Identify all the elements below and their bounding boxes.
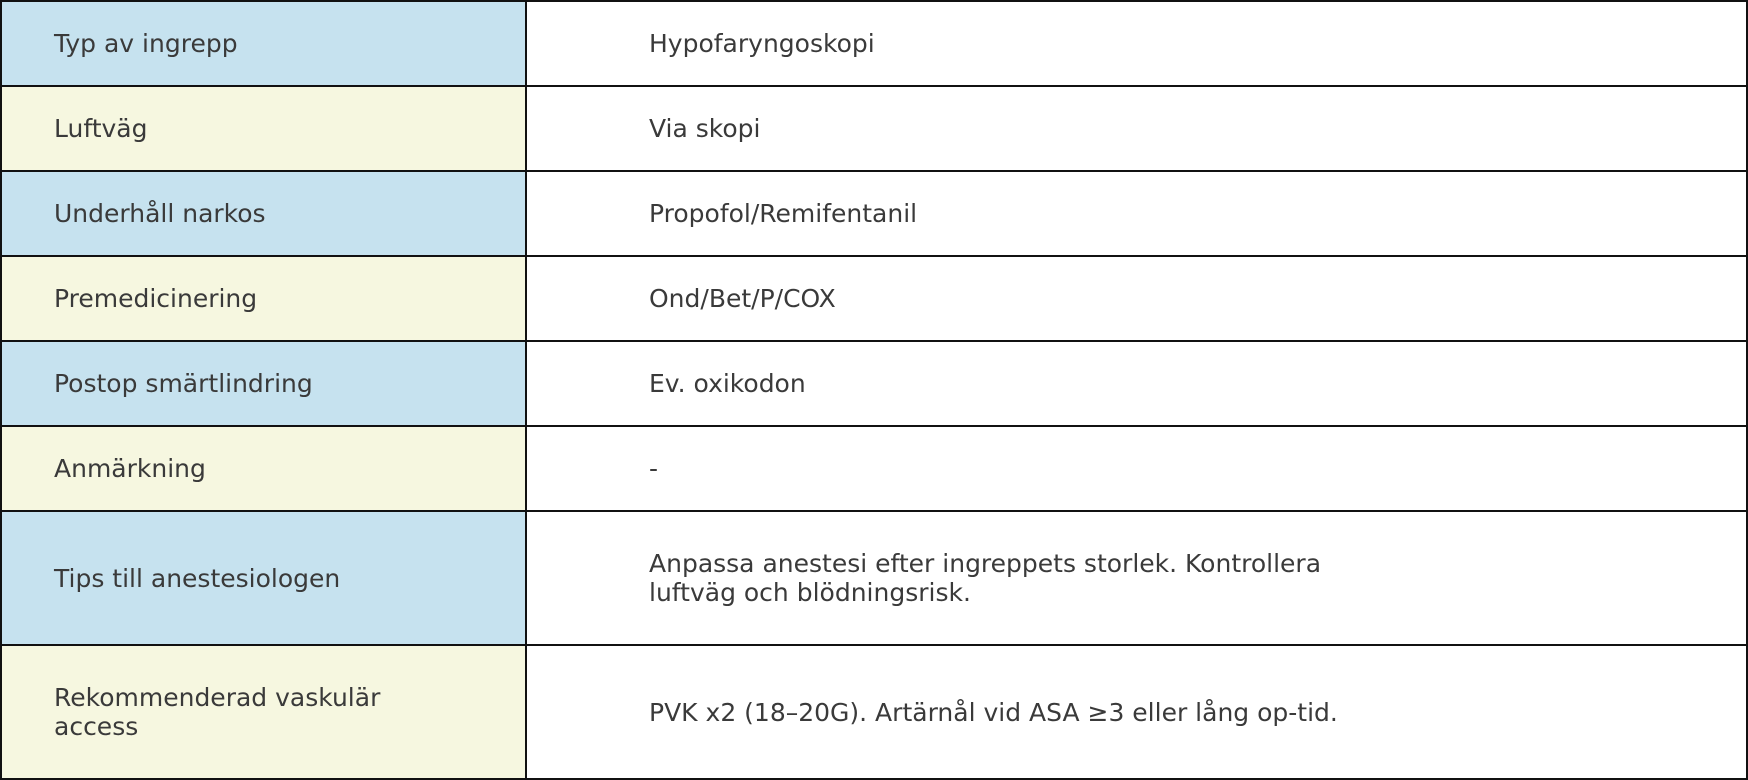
row-value: - xyxy=(649,454,659,483)
row-value: Ond/Bet/P/COX xyxy=(649,284,836,313)
row-label: Tips till anestesiologen xyxy=(54,563,341,593)
row-value-cell xyxy=(526,426,1747,511)
row-value-cell xyxy=(526,86,1747,171)
row-label-cell xyxy=(1,256,526,341)
table-row xyxy=(1,171,1747,256)
table-row xyxy=(1,341,1747,426)
row-label-cell xyxy=(1,1,526,86)
row-label-cell xyxy=(1,645,526,779)
table-row xyxy=(1,426,1747,511)
row-value: Propofol/Remifentanil xyxy=(649,199,918,228)
row-value-cell xyxy=(526,645,1747,779)
row-value-cell xyxy=(526,1,1747,86)
table-row xyxy=(1,1,1747,86)
row-label: Postop smärtlindring xyxy=(54,369,313,398)
row-value: Hypofaryngoskopi xyxy=(649,29,875,58)
table-row xyxy=(1,86,1747,171)
row-value-cell xyxy=(526,511,1747,645)
row-value-cell xyxy=(526,341,1747,426)
row-value: Anpassa anestesi efter ingreppets storlek. Kontrollera luftväg och blödningsrisk. xyxy=(649,549,1322,607)
row-value: Via skopi xyxy=(649,114,761,143)
row-label-cell xyxy=(1,341,526,426)
row-label: Rekommenderad vaskulär access xyxy=(54,683,381,741)
table-row xyxy=(1,256,1747,341)
row-value: PVK x2 (18–20G). Artärnål vid ASA ≥3 eller lång op-tid. xyxy=(649,697,1338,727)
table-row xyxy=(1,511,1747,645)
row-value-cell xyxy=(526,171,1747,256)
row-value-cell xyxy=(526,256,1747,341)
row-label-cell xyxy=(1,426,526,511)
row-label: Luftväg xyxy=(54,114,148,143)
row-label: Anmärkning xyxy=(54,454,206,483)
table-row xyxy=(1,645,1747,779)
row-label: Underhåll narkos xyxy=(54,199,266,228)
row-value: Ev. oxikodon xyxy=(649,369,806,398)
row-label-cell xyxy=(1,86,526,171)
row-label-cell xyxy=(1,511,526,645)
row-label: Premedicinering xyxy=(54,284,258,313)
row-label-cell xyxy=(1,171,526,256)
row-label: Typ av ingrepp xyxy=(54,29,238,58)
